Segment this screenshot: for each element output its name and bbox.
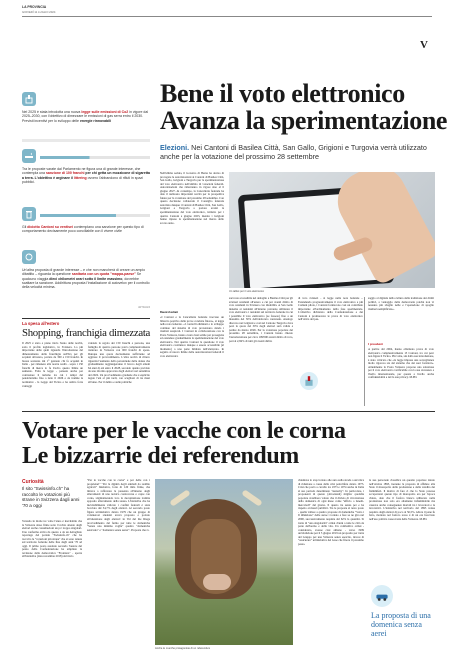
top-article-col-5b: A partire dal 2004, hanno effettuato prove di voto elettronico complessivamente 15 Cantoni, tra cui però non figura il Ticino. Più volte, sin dalla sua introduzione, è stato criticato che «la legge impone una sorveglianza molto rigorosa sia del sistema che dei suoi fornitori». Attualmente la Posta Svizzera propone una soluzione per il voto elettronico verificabile con la sua sicurezza a livello internazionale, per questa a livello anche confidenzialità e del la sua privacy. M.PD. bbox=[368, 348, 434, 380]
cigarette-icon bbox=[22, 149, 36, 163]
ballot-icon bbox=[22, 92, 36, 106]
top-article-col-3: sarà non accessibile nel dettaglio a Basilea Città per gli svizzeri residenti all'estero e cui per aventi diritto di voto residenti in Svizzera con disabilità. A San Gallo insieme ai residenti all'interno potranno utilizzare il voto elettronico i residenti sul territorio federale in cui i possibile il voto elettronico (se fossero) fino a un massimo del 30% dell'elettorato cantonale. Analogo discorso nei Grigioni e così nel Cantone Turgovia dove però la quota del 30% degli elettori sarà valida a partire da marzo 2026. Per la votazione popolare del prossimo 28 settembre, i Cantoni hanno chiesto l'autorizzazione per circa 109'000 aventi diritto di voto, pari al 2,84% di tutti gli aventi diritto bbox=[229, 297, 293, 343]
top-article-col-4: di voto svizzeri - si legge nella nota federale -. Estendendo progressivamente il voto elettronico a più Comuni pilota, i Cantoni forniscono così un contributo importante all'ordinamento della fase sperimentale. L'obiettivo dichiarato della Confederazione e dei Cantoni è promuovere le prove di voto elettronico nell'ottica del pas- bbox=[298, 297, 363, 322]
tablet-photo bbox=[229, 172, 435, 288]
bottom-headline-2: Le bizzarrie dei referendum bbox=[22, 443, 299, 469]
bottom-article-rule bbox=[22, 411, 435, 412]
bottom-sidebar-label: La proposta di una domenica senza aerei bbox=[371, 611, 431, 639]
col-divider bbox=[364, 297, 365, 406]
top-subhead-text: Nei Cantoni di Basilea Città, San Gallo, Grigioni e Turgovia verrà utilizzato anche per la votazione del prossimo 28 settembre bbox=[160, 143, 427, 161]
top-article-col-2: «I Cantoni e la Cancelleria federale traccano un bilancio positivo delle prove condotte finora», si legge nella nota federale. «I controlli eliminati e lo sviluppo continuo del sistema di voto provenzano dando i risultati auspicati. I Cantoni in collaborazione con la Posta Svizzera, hanno creato basi solide per proseguire ed estendere gradualmente la sperimentazione del voto elettronico. Nei quattro Cantoni la questione il voto elettronico costituisce dunque a essere accessibile (al momento) a una parte limitata dell'elettorato. In seguito al nuovo limite delle autorizzazioni federali il voto elettronico bbox=[160, 316, 224, 359]
top-headline-1: Bene il voto elettronico bbox=[160, 79, 405, 108]
info-item-3: Gli diciotto Cantoni su ventisei contemplano una sanzione per questo tipo di comportamento decisamente poco conciliabile con il vivere civile bbox=[22, 225, 144, 234]
section-letter: V bbox=[420, 39, 428, 51]
car-icon bbox=[371, 585, 393, 607]
header-rule bbox=[22, 16, 432, 17]
tablet-caption: Un tablet per il voto elettronico bbox=[229, 290, 265, 293]
left-article-rule bbox=[22, 318, 150, 319]
left-article-col-2: valendo la regola dei 150 franchi a persona, una famiglia di quattro persone potrà complessivamente rientrare in Svizzera con 600 franchi di spesa. Dunque una quota decisamente sufficiente ad aggirare il provvedimento. L'altra novità di rilievo riguarda l'aumento della percentuale delle donne che gradualmente raggiungeranno il lavoro degli attuali 64 anni di età entro il 2028, secondo quanto previsto da una riforma approvata dagli elettori nel settembre del 2022. Un provvedimento graduale che è esplicito legato l'età al più tardi, con scaglioni di tre mesi all'anno. Per il debito e sulle politiche bbox=[88, 342, 150, 385]
left-article-col-1: Il 2025 è stato a pieno titolo l'anno delle novità, sotto il profilo legislativo, in Svizzera. La più importante delle quali riguarda l'introduzione del dimezzamento della franchigia sull'Iva per gli acquisti all'estero, portata da 300 a 150 franchi. In buona sostanza dal 1° gennaio chi fa acquisti in Italia - per rimanere alla nostra realtà - sopra i 150 franchi di merce lo fa Uscito questo limite un aumento. Fatta la legge - pensata anche per contrastare il turismo tra cui i tempi del pendolarismo fino a tutto il 2026 e da tramite le normative - la Legge del Ticino e ha subito forte vantaggi bbox=[22, 342, 83, 388]
top-article-col-5: saggio al digitale della cultura della tradizione dei diritti politici, a vantaggio della democrazia poiché non vi nessuno più sbaglio nelle e l'operazione di spoglio risulterà semplificata». bbox=[368, 297, 434, 311]
top-subhead bbox=[160, 143, 435, 161]
top-article-col-5-sub: I precedenti bbox=[368, 343, 383, 346]
bottom-article-col-4: la sua personale classifica un quesito popolare datato nell'ottobre 1895, inerente la proposta di affidare alla Stato il monopolio della produzione e della vendita dei fiammiferi. Il motivo di fare ci che lo Stato potesse accaparrarsi queste tipo di monopolio era per l'epoca chiaro, dato che il fosforo bianco utilizzato nella produzione non solo era altamente infiammabile ma causava anche conseguenze mortali tra i lavoratori e le lavoratrici. L'iniziativa nel territorio del 1895 venne respinto dagli elettori di poco al 56,5%. Allora il pane fu fatto, montato nel fosforo rosso è di un era fuorviato nell'uso politica rossocrazia della Svizzera. M.PD. bbox=[369, 479, 435, 522]
info-bar-3 bbox=[40, 214, 150, 217]
cow-photo bbox=[155, 479, 293, 645]
left-headline: Shopping, franchigia dimezzata bbox=[22, 327, 151, 339]
top-headline-2: Avanza la sperimentazione bbox=[160, 106, 448, 135]
cow-caption: Anche le mucche protagoniste di un referendum bbox=[155, 647, 211, 650]
trash-icon bbox=[22, 207, 36, 221]
bottom-lead: Il sito "Swissinfo.ch" ha raccolto le votazioni più strane in Svizzera dagli anni '70 a oggi bbox=[22, 486, 80, 508]
info-item-4: Un'altra proposta di grande interesse – e che non mancherà di creare un ampio dibattito – riguarda la questione sanitaria con un quota "mappa-paese" Se qualcuno viaggia dieci chilometri orari sotto il limite massimo, dovrebbe scattare la sanzione. Addirittura proposta l'installazione di autovelox per il controllo della velocità minima. bbox=[22, 268, 150, 290]
paper-name: LA PROVINCIA bbox=[22, 5, 47, 9]
info-item-1: Nel 2025 è stata introdotta una nuova legge sulle emissioni di Co2 in vigore dal 2025–2030, con l'obiettivo di dimezzare le emissioni di gas serra entro il 2030. Previsti incentivi per lo sviluppo delle energie rinnovabili bbox=[22, 110, 149, 123]
bottom-article-col-3: chiamava lo stop forzato alle auto sulla strada a un'ottica di riduzione a causa della crisi petrolifera datato 1973. Crisi che portò a cavallo tra 1973 e 1974 anche in Italia al suo periodo denominato "austerity". In particolare, i proponenti di questo (abrozzanti) miglior quotidie popolare avrebbero voluto che il divieto di circolazione della domenica di ogni mese come "ufficio o lunedì-mercoledì" del giorno. Il questo tra senza per e ha rispetto ai mezzi pubblici. Tra le proposte al terzo posto - quella vallare a quattro proposte di domeniche "Sotto i Il diluizione" delle autoe i tornaio a fare se ne gira nel 2000, successivamente respinta dal 62% la quantità. Si tratta di "una singolarità" ormai d'anni a tutte le città da parte dell'uomo e della vita. Un combattivo ormai - considerato, avesse cioè almeno - verso 1999 un'abolizione per il 5 giugno 2019 un proposito per tratta del Gruppo per una Svizzera senza esercito, invece di "assicurare" un'iniziativa del Gsse che finora il prossimo passo. bbox=[298, 479, 364, 546]
bottom-kicker: Curiosità bbox=[22, 479, 44, 485]
bottom-article-col-1: Votando in molte tre volte l'anno è inevitabile che la Svizzera sinso finite sotto l'occhio attento degli elettori anche consultazioni un po' troppo singolari. Una conferma arriva da questo a da un dettagliato reportage del portale "Swissinfo.ch" che ha raccolto le "votazioni più strane" che si sono tenute sul territorio federale delle fine degli anni '70 ad oggi. Il primo posto assoluto secondo l'autore del pezzo della Confederazione ha ampliato la revisione della democratica "Frontiera" - aperta all'iniziativa (data novembre 2018) dal titolo bbox=[22, 520, 82, 559]
top-article-col-2-sub: Buoni risultati bbox=[160, 311, 178, 314]
recycle-icon bbox=[22, 250, 36, 264]
infographic-credit: ARTIGIANI bbox=[138, 306, 150, 309]
sidebar-infographic bbox=[22, 84, 150, 312]
bottom-headline-1: Votare per le vacche con le corna bbox=[22, 418, 346, 444]
left-kicker: La spesa all'estero bbox=[22, 321, 60, 326]
bottom-article-col-2: "Per le vacche con le corna" e per delle con i proprietari" "Per la dignità degli animali da reddito agricoli" Iniziativa, forte di 120 mila firme, che mirava a rafforzare la presenza all'interno degli allevamenti di una tecnica controversa e capre con corna, stigmatizzando loro la decapitazione tramite apposito allevamento della stessa. L'iniziativa che ha inevitabilmente valicato i confini federali è stata bocciata dal 54,7% degli elettori. Al secondo posto figura un'iniziativa datata 1979 che un gruppo di volenterosi studenti aveva proposto e portato all'attenzione degli elettori: in Val del the Riege provvedimento del fermo per tutte le domeniche "Senza una minima voglia" quattro "domeniche senz'auto" e "domenica senza serrer". Proposta che ri- bbox=[87, 479, 150, 532]
top-article-col-1: Nell'ultima seduta, il Governo di Berna ha deciso di prorogare le autorizzazioni ai Cantoni di Basilea Città, San Gallo, Grigioni e Turgovia per la sperimentazione del voto elettronico nell'ambito di votazioni federali. Autorizzazioni che rimarranno in vigore sino al 6 giugno 2027. Al contempo, la Cancelleria federale ha dato il nullaosta importanti novità per la prospettiva future per la votazione del prossimo 28 settembre. Con questa decisione collaterale il Consiglio federale autorizza dunque i Cantoni di Basilea Città, San Gallo, Grigioni e Turgovia a portare avanti la sperimentazione del voto elettronico, istituito per i quattro Cantoni a giugno 2023, mentre i Grigioni hanno ripreso la sperimentazione nel marzo dello scorso anno. bbox=[160, 172, 224, 225]
paper-date: GIOVEDÌ 11 LUGLIO 2024 bbox=[22, 10, 56, 14]
voter-icon bbox=[300, 372, 318, 390]
info-bar-2 bbox=[40, 156, 150, 159]
info-bar-1 bbox=[22, 139, 150, 142]
info-item-2: Tra le proposte varate dal Parlamento ne figura una di grande interesse, che contempla una sanzione di 100 franchi per chi getta un mozzicone di sigaretta a terra. L'obiettivo è arginare il littering ovvero l'abbandono di rifiuti in spazi pubblici. bbox=[22, 167, 150, 184]
top-kicker: Elezioni. bbox=[160, 143, 190, 152]
